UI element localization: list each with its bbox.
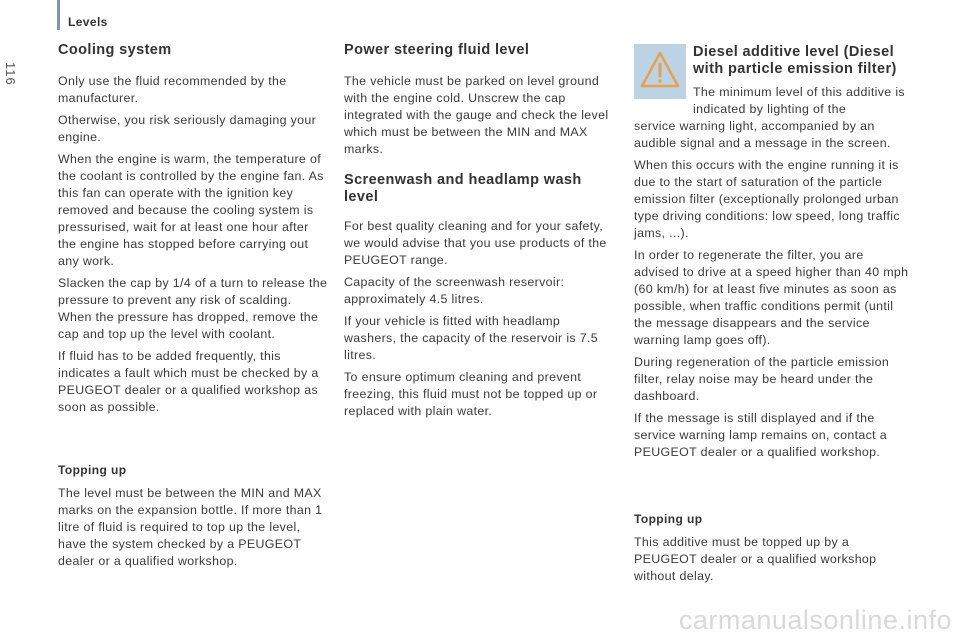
diesel-additive-section <box>634 118 910 466</box>
cooling-system-section <box>58 42 328 421</box>
screenwash-paragraph: If your vehicle is fitted with headlamp washers, the capacity of the reservoir is 7.5 litres. <box>344 314 599 362</box>
cooling-paragraph: Otherwise, you risk seriously damaging your engine. <box>58 113 317 144</box>
section-title: Levels <box>68 15 108 29</box>
diesel-additive-title: Diesel additive level (Diesel with particle emission filter) <box>693 44 897 77</box>
cooling-system-title: Cooling system <box>58 42 172 58</box>
diesel-paragraph: service warning light, accompanied by an audible signal and a message in the screen. <box>634 119 891 150</box>
diesel-topping-up-text: This additive must be topped up by a PEUGEOT dealer or a qualified workshop without delay. <box>634 535 877 583</box>
diesel-topping-up-title: Topping up <box>634 512 703 526</box>
diesel-paragraph: In order to regenerate the filter, you are advised to drive at a speed higher than 40 mph (60 km/h) for at least five minutes as soon as possible, when traffic conditions permit (until the message disappears and the service warning lamp goes off). <box>634 248 909 347</box>
cooling-paragraph: Only use the fluid recommended by the manufacturer. <box>58 74 287 105</box>
cooling-paragraph: When the engine is warm, the temperature of the coolant is controlled by the engine fan. As this fan can operate with the ignition key removed and because the cooling system is pressurised, wait for at least one hour after the engine has stopped before carrying out any work. <box>58 152 324 268</box>
screenwash-paragraph: Capacity of the screenwash reservoir: approximately 4.5 litres. <box>344 275 565 306</box>
diesel-paragraph: When this occurs with the engine running it is due to the start of saturation of the particle emission filter (exceptionally prolonged urban type driving conditions: low speed, long traffic jams, ...). <box>634 158 900 240</box>
page-number: 116 <box>3 62 18 86</box>
diesel-paragraph: During regeneration of the particle emission filter, relay noise may be heard under the dashboard. <box>634 355 890 403</box>
power-steering-text: The vehicle must be parked on level ground with the engine cold. Unscrew the cap integrated with the gauge and check the level which must be between the MIN and MAX marks. <box>344 74 609 156</box>
power-steering-title: Power steering fluid level <box>344 42 530 58</box>
screenwash-paragraph: To ensure optimum cleaning and prevent freezing, this fluid must not be topped up or replaced with plain water. <box>344 370 598 418</box>
section-rule <box>57 0 60 30</box>
watermark: carmanualsonline.info <box>678 605 952 635</box>
cooling-paragraph: If fluid has to be added frequently, this indicates a fault which must be checked by a PEUGEOT dealer or a qualified workshop as soon as possible. <box>58 349 319 414</box>
screenwash-title: Screenwash and headlamp wash level <box>344 172 582 205</box>
warning-icon-box <box>634 44 686 99</box>
screenwash-paragraph: For best quality cleaning and for your safety, we would advise that you use products of the PEUGEOT range. <box>344 219 607 267</box>
cooling-paragraph: Slacken the cap by 1/4 of a turn to release the pressure to prevent any risk of scalding. When the pressure has dropped, remove the cap and top up the level with coolant. <box>58 276 328 341</box>
warning-triangle-icon <box>639 50 681 90</box>
diesel-topping-up <box>634 511 910 585</box>
diesel-intro-text: The minimum level of this additive is indicated by lighting of the <box>693 85 905 116</box>
diesel-paragraph: If the message is still displayed and if the service warning lamp remains on, contact a PEUGEOT dealer or a qualified workshop. <box>634 411 887 459</box>
cooling-topping-up-text: The level must be between the MIN and MAX marks on the expansion bottle. If more than 1 litre of fluid is required to top up the level, have the system checked by a PEUGEOT dealer or a qualified workshop. <box>58 486 323 568</box>
power-steering-section <box>344 42 616 425</box>
cooling-topping-up-title: Topping up <box>58 463 127 477</box>
cooling-topping-up <box>58 462 328 570</box>
